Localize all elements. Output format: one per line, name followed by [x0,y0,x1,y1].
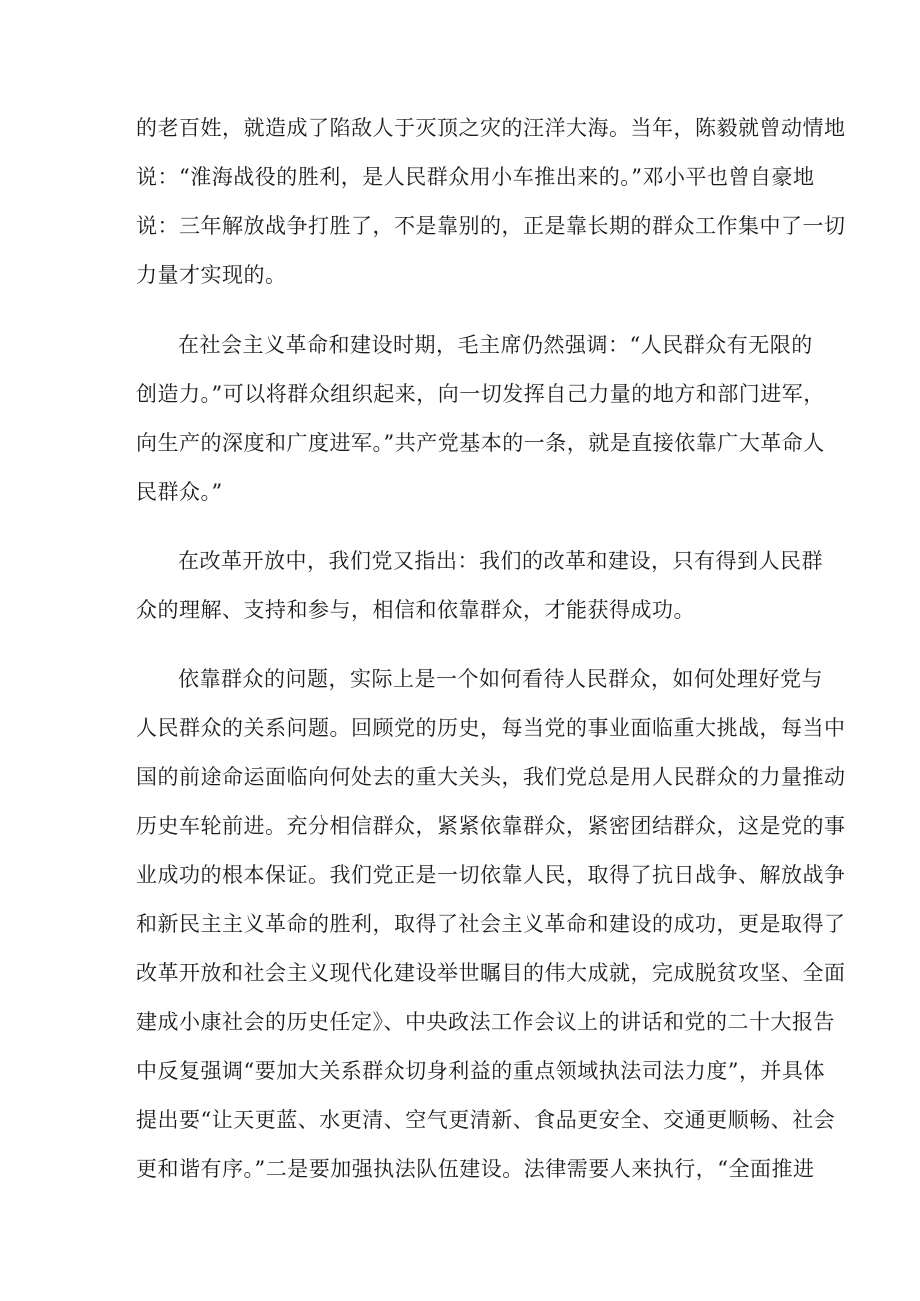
text-line: 人民群众的关系问题。回顾党的历史，每当党的事业面临重大挑战，每当中 [136,716,846,740]
text-line: 提出要“让天更蓝、水更清、空气更清新、食品更安全、交通更顺畅、社会 [136,1108,836,1132]
text-line: 众的理解、支持和参与，相信和依靠群众，才能获得成功。 [136,598,695,622]
text-line: 的老百姓，就造成了陷敌人于灭顶之灾的汪洋大海。当年，陈毅就曾动情地 [136,116,846,140]
text-line: 和新民主主义革命的胜利，取得了社会主义革命和建设的成功，更是取得了 [136,912,846,936]
text-line: 说：“淮海战役的胜利，是人民群众用小车推出来的。”邓小平也曾自豪地 [136,165,815,189]
text-line: 业成功的根本保证。我们党正是一切依靠人民，取得了抗日战争、解放战争 [136,863,846,887]
text-line: 历史车轮前进。充分相信群众，紧紧依靠群众，紧密团结群众，这是党的事 [136,814,846,838]
text-line: 创造力。”可以将群众组织起来，向一切发挥自己力量的地方和部门进军， [136,382,825,406]
text-line: 说：三年解放战争打胜了，不是靠别的，正是靠长期的群众工作集中了一切 [136,214,846,238]
text-line: 向生产的深度和广度进军。”共产党基本的一条，就是直接依靠广大革命人 [136,431,825,455]
text-line: 改革开放和社会主义现代化建设举世瞩目的伟大成就，完成脱贫攻坚、全面 [136,961,846,985]
text-line: 更和谐有序。”二是要加强执法队伍建设。法律需要人来执行，“全面推进 [136,1157,815,1181]
text-line: 国的前途命运面临向何处去的重大关头，我们党总是用人民群众的力量推动 [136,765,846,789]
text-line: 民群众。” [136,480,223,504]
text-line: 力量才实现的。 [136,263,287,287]
text-line: 在社会主义革命和建设时期，毛主席仍然强调：“人民群众有无限的 [178,333,813,357]
text-line: 依靠群众的问题，实际上是一个如何看待人民群众，如何处理好党与 [178,667,823,691]
text-line: 中反复强调“要加大关系群众切身利益的重点领域执法司法力度”，并具体 [136,1059,825,1083]
text-line: 建成小康社会的历史任定》、中央政法工作会议上的讲话和党的二十大报告 [136,1010,835,1034]
text-line: 在改革开放中，我们党又指出：我们的改革和建设，只有得到人民群 [178,549,823,573]
